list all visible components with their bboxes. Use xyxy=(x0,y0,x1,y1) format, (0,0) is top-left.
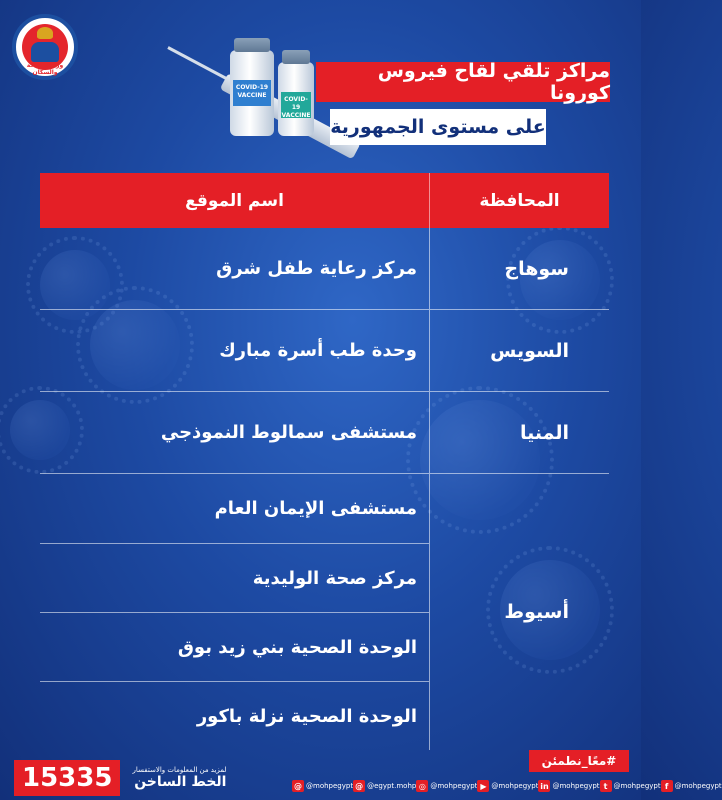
website-icon: @ xyxy=(355,781,364,791)
page-title-text: مراكز تلقي لقاح فيروس كورونا xyxy=(377,60,610,104)
hotline-block xyxy=(14,760,226,796)
table-row xyxy=(40,310,609,392)
social-link[interactable] xyxy=(538,780,599,792)
social-links xyxy=(292,778,722,794)
social-handle: @mohpegypt xyxy=(491,782,539,790)
page-subtitle xyxy=(330,109,546,145)
site-name-column-header: اسم الموقع xyxy=(185,190,284,211)
governorate-cell: السويس xyxy=(429,310,609,391)
site-name: الوحدة الصحية نزلة باكور xyxy=(40,681,429,750)
site-name: مستشفى سمالوط النموذجي xyxy=(160,422,417,443)
family-icon xyxy=(31,42,59,62)
sites-cell xyxy=(40,228,429,309)
logo-text: وزارة الصحة والسكان xyxy=(26,62,64,76)
vaccination-centers-table xyxy=(40,173,609,750)
hotline-small-text: لمزيد من المعلومات والاستفسار xyxy=(132,766,227,774)
governorate-cell: سوهاج xyxy=(429,228,609,309)
table-row xyxy=(40,392,609,474)
social-handle: @mohpegypt xyxy=(552,782,600,790)
governorate-cell: المنيا xyxy=(429,392,609,473)
social-handle: @mohpegypt xyxy=(613,782,661,790)
at-icon: @ xyxy=(294,781,302,791)
instagram-icon: ◎ xyxy=(416,780,428,792)
vial-label: COVID-19 VACCINE xyxy=(281,92,311,118)
page-subtitle-text: على مستوى الجمهورية xyxy=(330,116,546,138)
governorate-column-header: المحافظة xyxy=(429,173,609,228)
table-row xyxy=(40,474,609,750)
social-link[interactable] xyxy=(416,780,477,792)
site-name: مركز رعاية طفل شرق xyxy=(216,258,417,279)
vial-label: COVID-19 VACCINE xyxy=(233,80,271,106)
social-handle: @mohpegypt xyxy=(430,782,478,790)
vaccine-vial-icon xyxy=(230,50,274,136)
page-title xyxy=(316,62,610,102)
site-name: مركز صحة الوليدية xyxy=(40,543,429,612)
social-handle: @mohpegypt xyxy=(674,782,722,790)
governorate-cell: أسيوط xyxy=(429,474,609,750)
social-handle: @mohpegypt xyxy=(306,782,354,790)
social-link[interactable] xyxy=(477,780,538,792)
social-handle: @egypt.mohp xyxy=(367,782,417,790)
social-link[interactable] xyxy=(661,780,722,792)
site-name: مستشفى الإيمان العام xyxy=(214,498,417,519)
sites-cell xyxy=(40,310,429,391)
facebook-icon: f xyxy=(661,780,673,792)
social-link[interactable] xyxy=(353,780,416,792)
hashtag-text: #معًا_نطمئن xyxy=(541,754,617,768)
social-link[interactable] xyxy=(292,780,353,792)
hashtag-badge xyxy=(529,750,629,772)
hotline-label: الخط الساخن xyxy=(134,774,227,790)
table-header xyxy=(40,173,609,228)
eagle-icon xyxy=(37,27,53,39)
social-link[interactable] xyxy=(600,780,661,792)
hotline-number: 15335 xyxy=(14,760,120,796)
hotline-text xyxy=(126,766,226,790)
sites-cell xyxy=(40,474,429,750)
vaccine-vial-icon xyxy=(278,62,314,136)
site-name: وحدة طب أسرة مبارك xyxy=(219,340,417,361)
sites-cell xyxy=(40,392,429,473)
twitter-icon: t xyxy=(600,780,612,792)
site-name: الوحدة الصحية بني زيد بوق xyxy=(40,612,429,681)
table-row xyxy=(40,228,609,310)
linkedin-icon: in xyxy=(540,781,549,791)
youtube-icon: ▶ xyxy=(477,780,489,792)
